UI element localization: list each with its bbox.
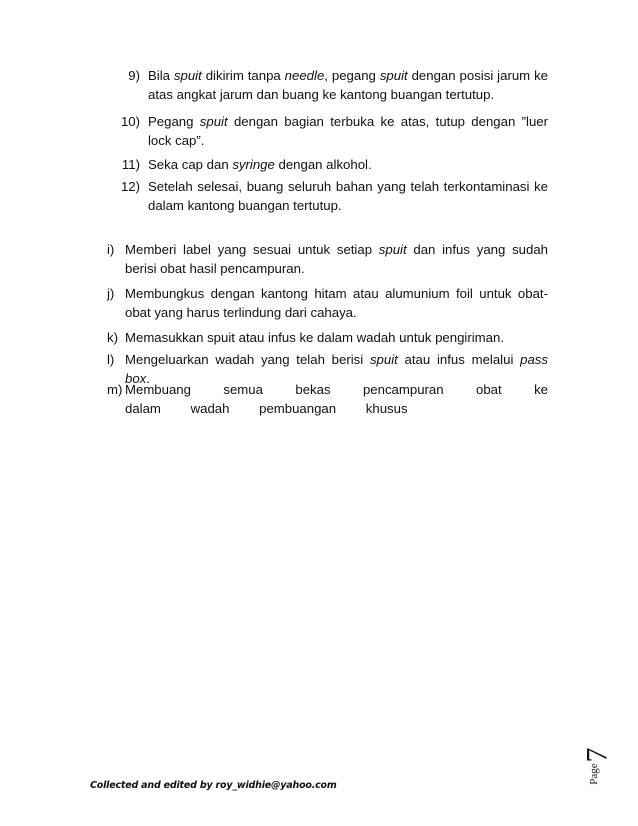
item-marker: k): [107, 330, 118, 345]
item-text: [125, 380, 548, 418]
sub-item-9: [100, 66, 548, 104]
list-item-m: [107, 380, 548, 418]
item-text: [125, 240, 548, 278]
item-marker: 10): [120, 114, 140, 129]
item-marker: j): [107, 286, 115, 301]
item-text: [125, 284, 548, 322]
item-text: [148, 112, 548, 150]
text-run: , pegang: [324, 68, 380, 83]
footer-credit: Collected and edited by roy_widhie@yahoo.com: [90, 780, 337, 791]
item-marker: m): [107, 382, 123, 397]
item-marker: 9): [128, 68, 140, 83]
text-run: Memasukkan spuit atau infus ke dalam wadah untuk pengiriman.: [125, 330, 504, 345]
text-run: .: [146, 371, 150, 386]
item-marker: 12): [120, 179, 140, 194]
italic-term: pass box: [125, 352, 548, 386]
text-run: Mengeluarkan wadah yang telah berisi: [125, 352, 370, 367]
page-label: Page: [588, 763, 600, 785]
item-marker: i): [107, 242, 115, 257]
text-run: Membuang semua bekas pencampuran obat ke dalam wadah pembuangan khusus: [125, 382, 548, 416]
text-run: Membungkus dengan kantong hitam atau alumunium foil untuk obat-obat yang harus terlindung dari cahaya.: [125, 286, 548, 320]
list-item-j: [107, 284, 548, 322]
item-text: [148, 66, 548, 104]
text-run: Seka cap dan: [148, 157, 233, 172]
sub-item-11: [100, 155, 548, 174]
item-text: [148, 155, 548, 174]
list-item-i: [107, 240, 548, 278]
text-run: dan infus yang sudah berisi obat hasil pencampuran.: [125, 242, 548, 276]
sub-item-12: [100, 177, 548, 215]
sub-item-10: [100, 112, 548, 150]
italic-term: spuit: [378, 242, 407, 257]
text-run: dengan posisi jarum ke atas angkat jarum dan buang ke kantong buangan tertutup.: [148, 68, 549, 102]
item-text: [148, 177, 548, 215]
page-number: 7: [580, 747, 614, 763]
page-number-box: [580, 738, 616, 802]
item-marker: 11): [121, 157, 140, 172]
text-run: Pegang: [148, 114, 200, 129]
text-run: dengan bagian terbuka ke atas, tutup dengan ”luer lock cap”.: [148, 114, 549, 148]
item-text: [125, 328, 548, 347]
text-run: atau infus melalui: [397, 352, 521, 367]
italic-term: needle: [284, 68, 325, 83]
item-marker: l): [107, 352, 115, 367]
text-run: dikirim tanpa: [201, 68, 285, 83]
text-run: Setelah selesai, buang seluruh bahan yang telah terkontaminasi ke dalam kantong buangan tertutup.: [148, 179, 548, 213]
text-run: Memberi label yang sesuai untuk setiap: [125, 242, 379, 257]
text-run: dengan alkohol.: [274, 157, 372, 172]
text-run: Bila: [148, 68, 174, 83]
italic-term: spuit: [199, 114, 228, 129]
italic-term: syringe: [232, 157, 275, 172]
italic-term: spuit: [369, 352, 398, 367]
list-item-k: [107, 328, 548, 347]
italic-term: spuit: [173, 68, 202, 83]
italic-term: spuit: [379, 68, 408, 83]
